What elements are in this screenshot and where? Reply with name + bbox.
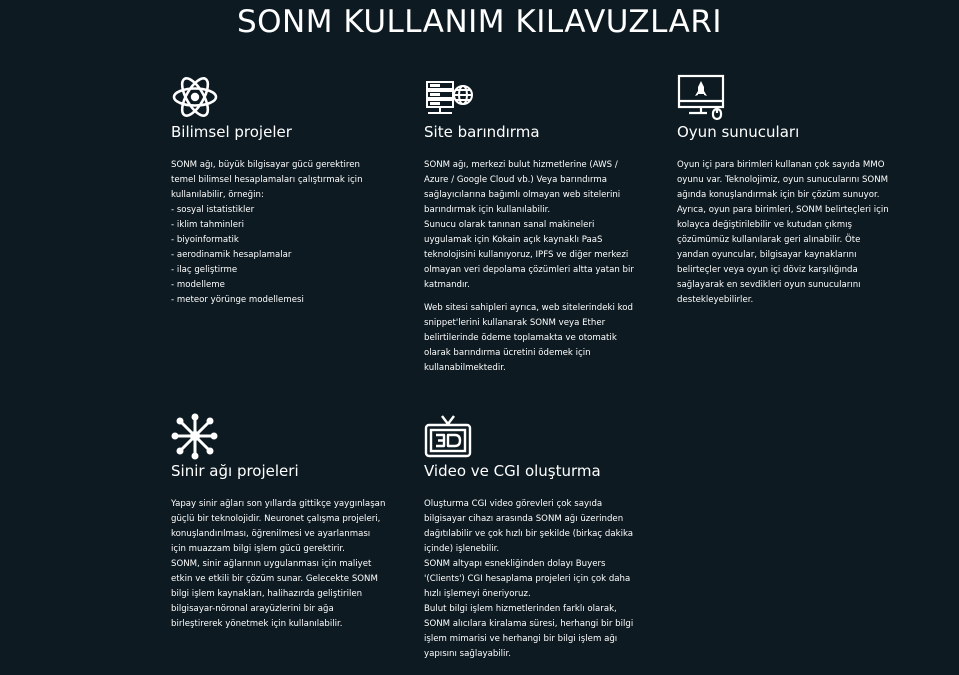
card-scientific-projects xyxy=(171,73,396,308)
card-paragraph: Yapay sinir ağları son yıllarda gittikçe yaygınlaşan güçlü bir teknolojidir. Neuronet çalışma projeleri, konuşlandırılması, öğrenilmesi ve ayarlanması için muazzam bilgi işlem gücü gerektirir. xyxy=(171,499,386,554)
card-title: Sinir ağı projeleri xyxy=(171,462,299,480)
neural-network-icon xyxy=(171,412,396,460)
card-title: Site barındırma xyxy=(424,123,540,141)
list-item: - iklim tahminleri xyxy=(171,220,244,230)
card-body xyxy=(171,158,386,308)
card-video-cgi xyxy=(424,412,649,662)
atom-icon xyxy=(171,73,396,121)
card-paragraph: Web sitesi sahipleri ayrıca, web sitelerindeki kod snippet'lerini kullanarak SONM veya Ether belirtilerinde ödeme toplamakta ve otomatik olarak barındırma ücretini ödemek için kullanabilmektedir. xyxy=(424,303,633,373)
card-paragraph: Sunucu olarak tanınan sanal makineleri uygulamak için Kokain açık kaynaklı PaaS teknolojisini kullanıyoruz, IPFS ve diğer merkezi olmayan veri depolama çözümleri altta yatan bir katmandır. xyxy=(424,220,634,290)
list-item: - meteor yörünge modellemesi xyxy=(171,295,304,305)
list-item: - aerodinamik hesaplamalar xyxy=(171,250,292,260)
card-site-hosting xyxy=(424,73,649,376)
3d-tv-icon xyxy=(424,412,649,460)
card-body xyxy=(424,158,636,376)
list-item: - ilaç geliştirme xyxy=(171,265,238,275)
server-globe-icon xyxy=(424,73,649,121)
card-game-servers xyxy=(677,73,902,308)
card-intro: SONM ağı, büyük bilgisayar gücü gerektiren temel bilimsel hesaplamaları çalıştırmak için kullanılabilir, örneğin: xyxy=(171,160,363,200)
list-item: - biyoinformatik xyxy=(171,235,239,245)
game-monitor-icon xyxy=(677,73,902,121)
card-neural-network-projects xyxy=(171,412,396,632)
card-body xyxy=(171,497,386,632)
card-paragraph: Oyun içi para birimleri kullanan çok sayıda MMO oyunu var. Teknolojimiz, oyun sunucularını SONM ağında konuşlandırmak için bir çözüm sunuyor. Ayrıca, oyun para birimleri, SONM belirteçleri için kolayca değiştirilebilir ve kutudan çıkmış çözümümüz kullanılarak geri alınabilir. Öte yandan oyuncular, bilgisayar kaynaklarını belirteçler veya oyun içi döviz karşılığında sağlayarak en sevdikleri oyun sunucularını destekleyebilirler. xyxy=(677,160,889,305)
page-title: SONM KULLANIM KILAVUZLARI xyxy=(236,4,723,40)
card-paragraph: SONM, sinir ağlarının uygulanması için maliyet etkin ve etkili bir çözüm sunar. Gelecekte SONM bilgi işlem kaynakları, halihazırda geliştirilen bilgisayar-nöronal arayüzlerini bir ağa birleştirerek yönetmek için kullanılabilir. xyxy=(171,559,378,629)
card-body xyxy=(424,497,636,662)
list-item: - modelleme xyxy=(171,280,225,290)
card-paragraph: SONM ağı, merkezi bulut hizmetlerine (AWS / Azure / Google Cloud vb.) Veya barındırma sağlayıcılarına bağımlı olmayan web sitelerini barındırmak için kullanılabilir. xyxy=(424,160,621,215)
card-title: Oyun sunucuları xyxy=(677,123,800,141)
card-title: Video ve CGI oluşturma xyxy=(424,462,601,480)
list-item: - sosyal istatistikler xyxy=(171,205,255,215)
card-paragraph: Bulut bilgi işlem hizmetlerinden farklı olarak, SONM alıcılara kiralama süresi, herhangi bir bilgi işlem mimarisi ve herhangi bir bilgi işlem ağı yapısını sağlayabilir. xyxy=(424,604,634,659)
bullet-list xyxy=(171,203,386,308)
card-paragraph: Oluşturma CGI video görevleri çok sayıda bilgisayar cihazı arasında SONM ağı üzerinden dağıtılabilir ve çok hızlı bir şekilde (birkaç dakika içinde) işlenebilir. xyxy=(424,499,634,554)
card-title: Bilimsel projeler xyxy=(171,123,292,141)
card-body xyxy=(677,158,892,308)
card-paragraph: SONM altyapı esnekliğinden dolayı Buyers '(Clients') CGI hesaplama projeleri için çok daha hızlı işlemeyi öneriyoruz. xyxy=(424,559,631,599)
